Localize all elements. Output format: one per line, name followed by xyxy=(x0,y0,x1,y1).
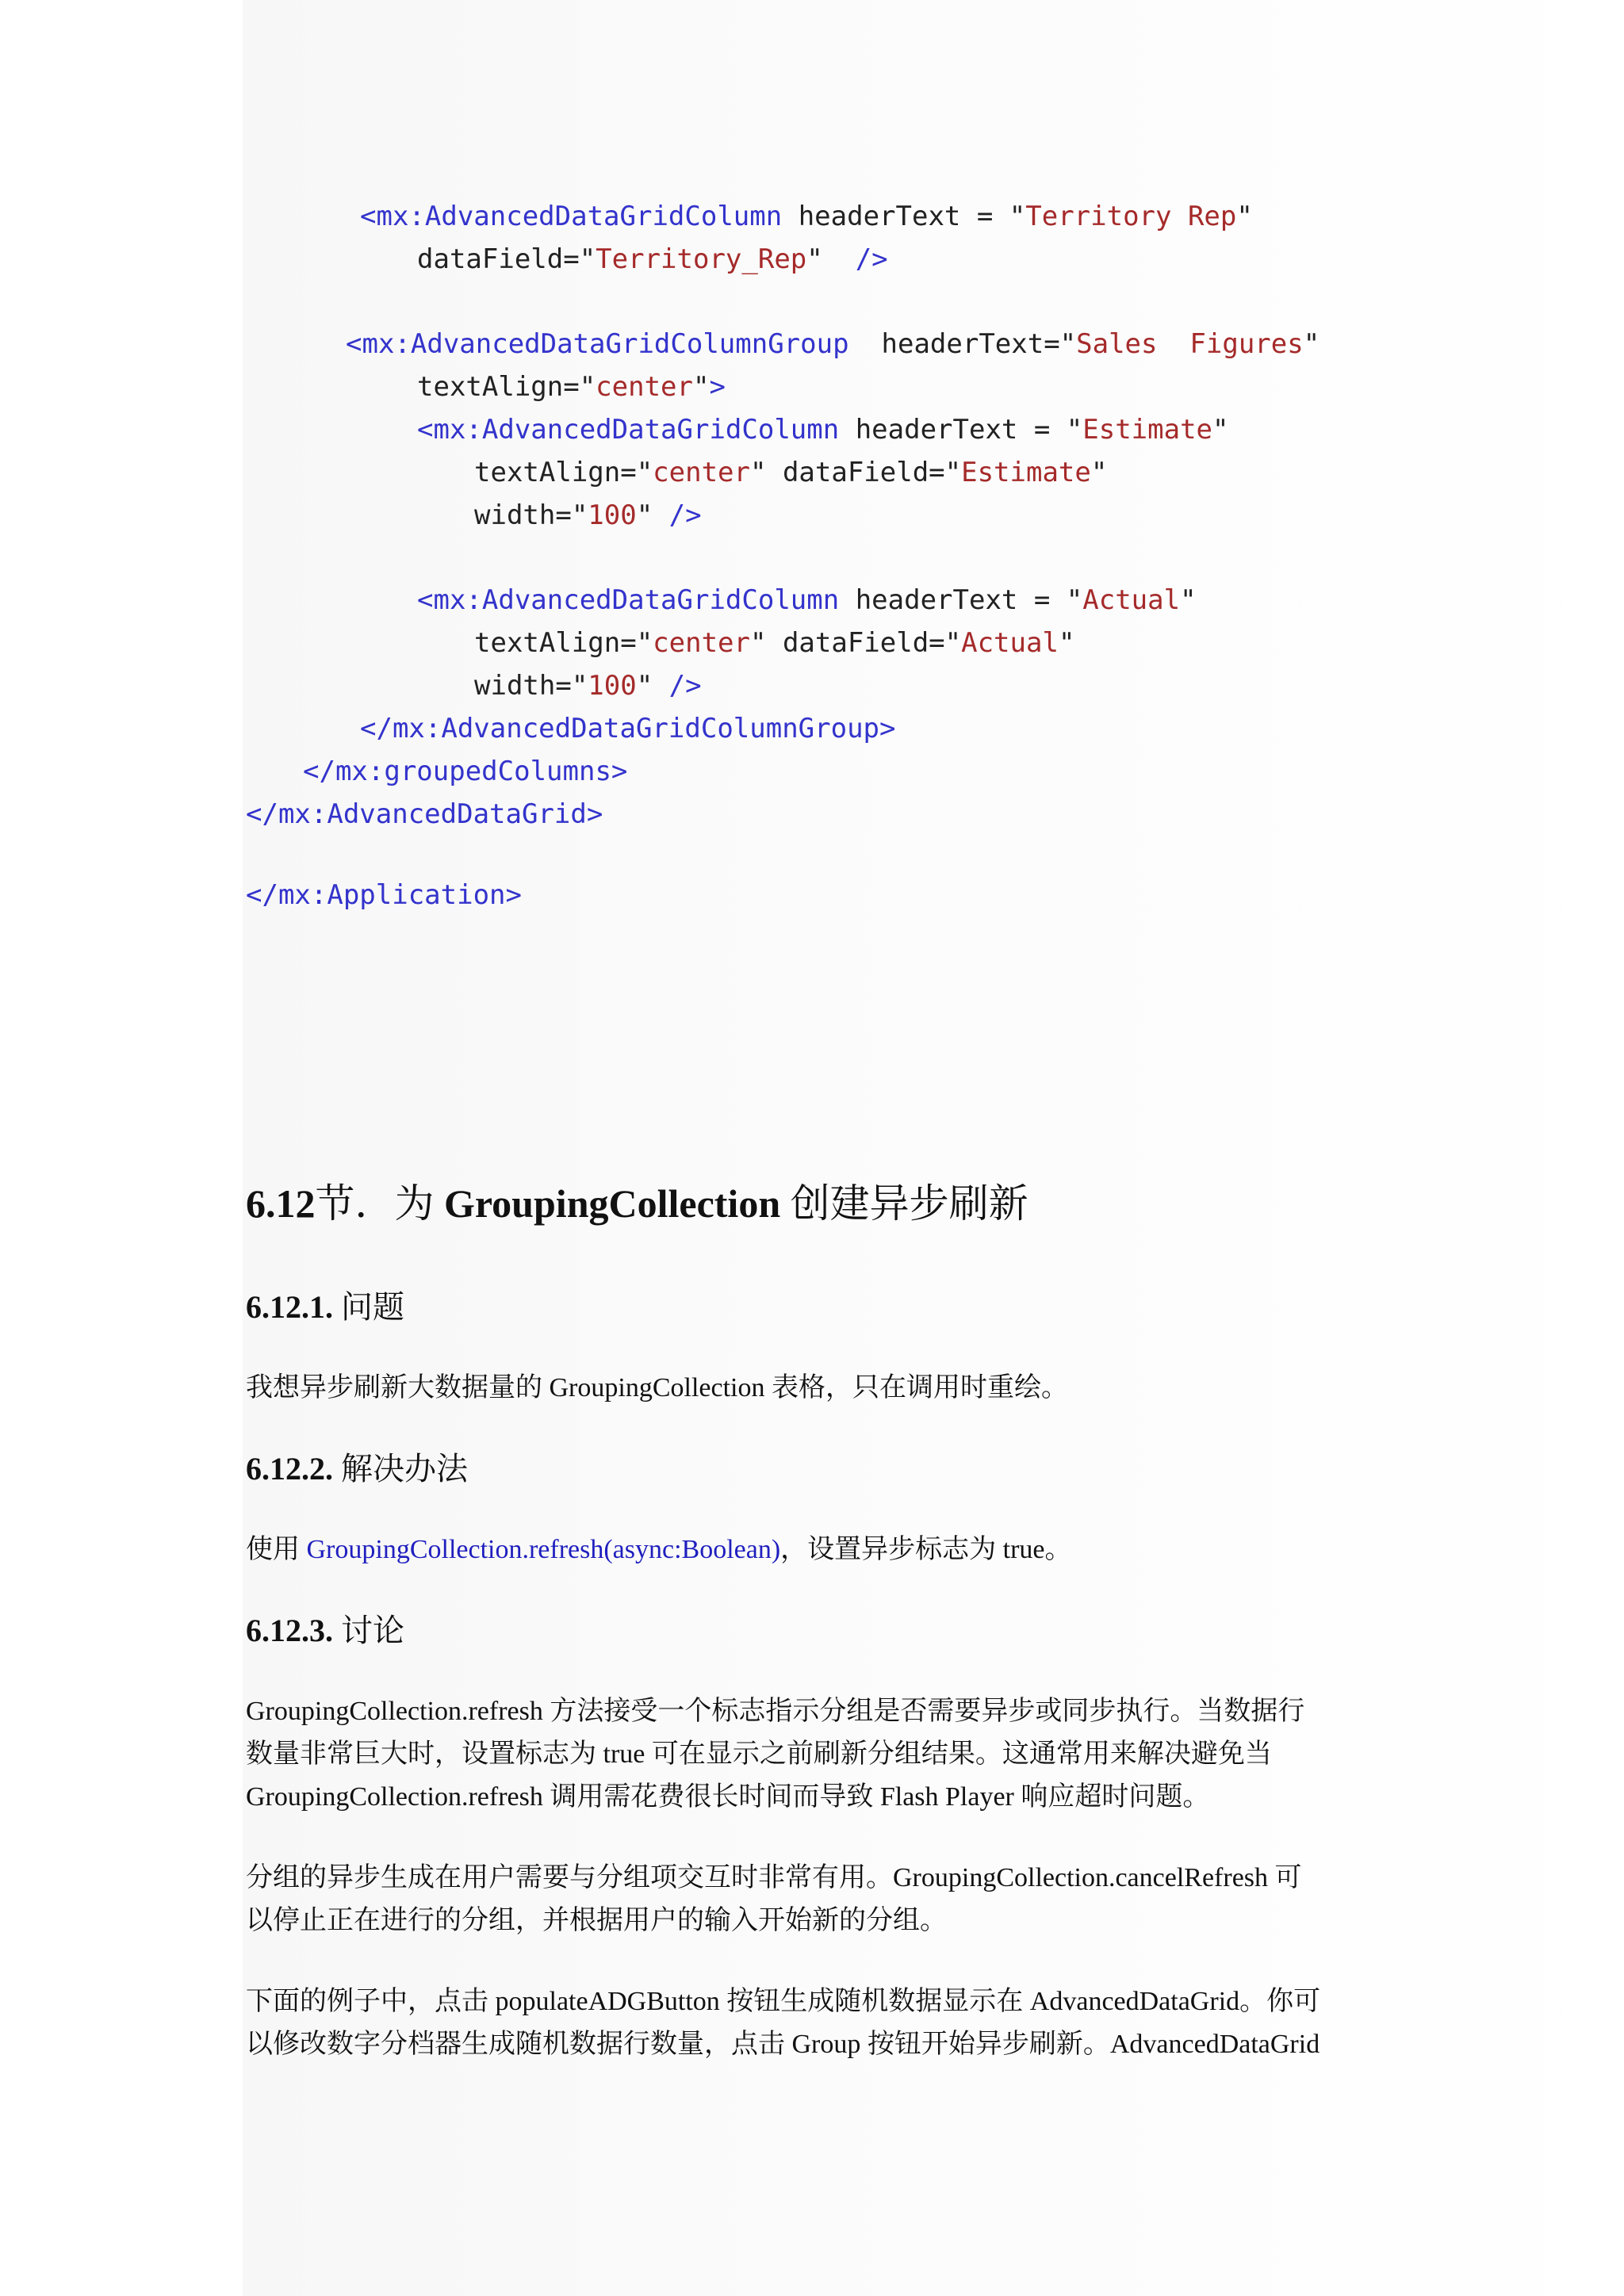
code-attr: headerText = " xyxy=(782,201,1026,232)
code-line: </mx:groupedColumns> xyxy=(303,756,628,787)
code-attr: " dataField=" xyxy=(750,627,962,659)
code-attr: headerText = " xyxy=(839,584,1083,616)
code-value: Estimate xyxy=(1082,414,1213,446)
code-attr: textAlign=" xyxy=(474,627,653,659)
subsection-number: 6.12.3. xyxy=(246,1613,333,1648)
code-quote: " xyxy=(1090,457,1108,488)
code-tag: /> xyxy=(668,499,702,531)
code-value: Actual xyxy=(961,627,1059,659)
code-value: 100 xyxy=(588,670,637,702)
code-quote: " xyxy=(636,499,669,531)
code-value: 100 xyxy=(588,499,637,531)
code-quote: " xyxy=(636,670,669,702)
code-line xyxy=(474,457,1107,488)
code-line xyxy=(417,243,888,275)
section-name: GroupingCollection xyxy=(444,1181,781,1226)
code-line xyxy=(417,584,1197,616)
discussion-line: 以修改数字分档器生成随机数据行数量，点击 Group 按钮开始异步刷新。AdvancedDataGrid xyxy=(246,2030,1320,2059)
code-tag: <mx:AdvancedDataGridColumn xyxy=(417,584,840,616)
api-link[interactable]: GroupingCollection.refresh(async:Boolean) xyxy=(306,1535,781,1564)
code-listing xyxy=(0,0,1624,936)
code-quote: " xyxy=(1212,414,1229,446)
subsection-title: 问题 xyxy=(333,1289,404,1325)
code-quote: " xyxy=(1303,328,1320,360)
code-line xyxy=(346,328,1320,360)
subsection-title: 讨论 xyxy=(333,1613,404,1648)
solution-text xyxy=(246,1529,1380,1571)
code-attr: textAlign=" xyxy=(417,371,596,403)
section-label: 节．为 xyxy=(315,1181,444,1226)
code-quote: " xyxy=(806,243,856,275)
code-line xyxy=(474,627,1074,659)
code-attr: " dataField=" xyxy=(750,457,962,488)
section-number: 6.12 xyxy=(246,1181,316,1226)
discussion-heading xyxy=(246,1611,404,1651)
discussion-line: GroupingCollection.refresh 方法接受一个标志指示分组是否需要异步或同步执行。当数据行 xyxy=(246,1697,1305,1726)
problem-heading xyxy=(246,1288,404,1327)
code-line: </mx:AdvancedDataGrid> xyxy=(246,798,603,830)
code-attr: headerText = " xyxy=(839,414,1083,446)
code-value: center xyxy=(596,371,693,403)
problem-text: 我想异步刷新大数据量的 GroupingCollection 表格，只在调用时重绘。 xyxy=(246,1373,1068,1402)
code-line xyxy=(474,670,702,702)
subsection-number: 6.12.2. xyxy=(246,1451,333,1487)
code-line xyxy=(417,414,1229,446)
code-line: </mx:Application> xyxy=(246,879,522,911)
code-quote: " xyxy=(1236,201,1253,232)
code-value: center xyxy=(653,627,750,659)
code-attr: headerText=" xyxy=(848,328,1077,360)
discussion-line: GroupingCollection.refresh 调用需花费很长时间而导致 Flash Player 响应超时问题。 xyxy=(246,1782,1210,1812)
discussion-line: 下面的例子中，点击 populateADGButton 按钮生成随机数据显示在 AdvancedDataGrid。你可 xyxy=(246,1987,1321,2016)
code-attr: width=" xyxy=(474,499,588,531)
code-value: Actual xyxy=(1082,584,1181,616)
code-line xyxy=(417,371,726,403)
code-value: Sales Figures xyxy=(1076,328,1304,360)
code-quote: " xyxy=(693,371,710,403)
code-tag: > xyxy=(709,371,726,403)
code-tag: /> xyxy=(668,670,702,702)
code-value: Estimate xyxy=(961,457,1091,488)
subsection-number: 6.12.1. xyxy=(246,1289,333,1325)
discussion-line: 数量非常巨大时，设置标志为 true 可在显示之前刷新分组结果。这通常用来解决避免当 xyxy=(246,1739,1272,1769)
code-quote: " xyxy=(1180,584,1197,616)
code-tag: <mx:AdvancedDataGridColumn xyxy=(360,201,783,232)
code-value: Territory Rep xyxy=(1025,201,1237,232)
code-line xyxy=(474,499,702,531)
code-tag: /> xyxy=(855,243,888,275)
code-value: center xyxy=(653,457,750,488)
code-quote: " xyxy=(1058,627,1075,659)
section-title: 创建异步刷新 xyxy=(780,1181,1028,1226)
subsection-title: 解决办法 xyxy=(333,1451,468,1487)
code-value: Territory_Rep xyxy=(596,243,807,275)
code-attr: width=" xyxy=(474,670,588,702)
discussion-line: 以停止正在进行的分组，并根据用户的输入开始新的分组。 xyxy=(246,1906,947,1935)
code-tag: <mx:AdvancedDataGridColumn xyxy=(417,414,840,446)
code-attr: dataField=" xyxy=(417,243,596,275)
solution-heading xyxy=(246,1449,468,1489)
section-heading xyxy=(246,1180,1028,1227)
code-line: </mx:AdvancedDataGridColumnGroup> xyxy=(360,713,896,744)
solution-suffix: ，设置异步标志为 true。 xyxy=(780,1535,1072,1564)
code-attr: textAlign=" xyxy=(474,457,653,488)
code-tag: <mx:AdvancedDataGridColumnGroup xyxy=(346,328,849,360)
discussion-line: 分组的异步生成在用户需要与分组项交互时非常有用。GroupingCollection.cancelRefresh 可 xyxy=(246,1863,1302,1892)
solution-prefix: 使用 xyxy=(246,1535,307,1564)
code-line xyxy=(360,201,1253,232)
